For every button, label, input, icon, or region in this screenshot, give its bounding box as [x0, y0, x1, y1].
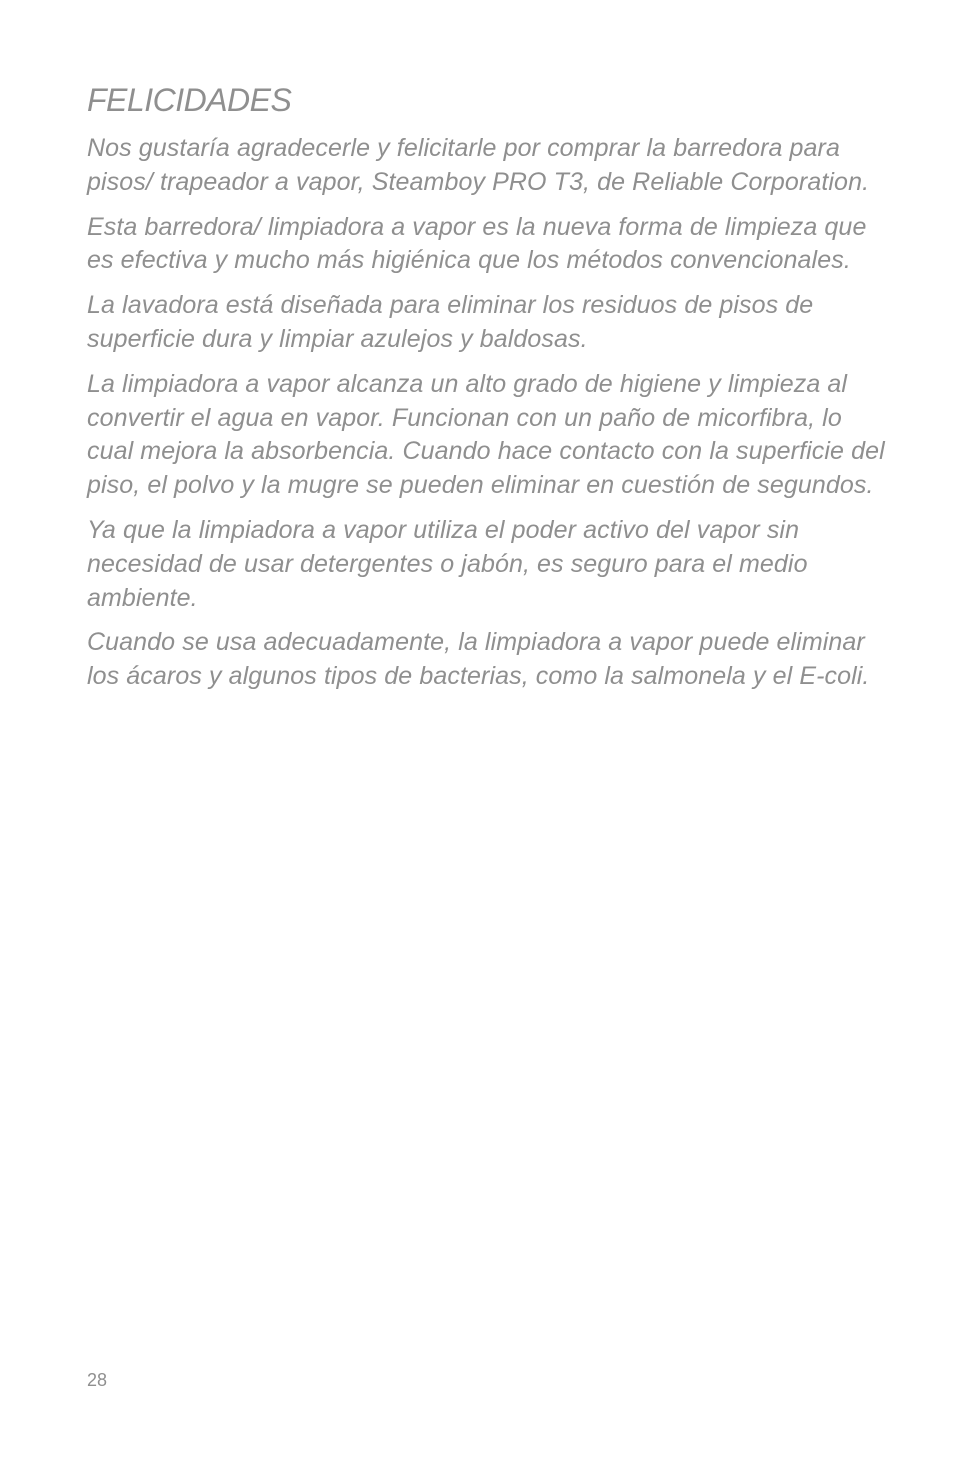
page-title: FELICIDADES	[87, 82, 292, 118]
paragraph-bacteria: Cuando se usa adecuadamente, la limpiadora a vapor puede eliminar los ácaros y algunos tipos de bacterias, como la salmonela y el E-coli.	[87, 628, 870, 691]
paragraph-intro: Nos gustaría agradecerle y felicitarle por comprar la barredora para pisos/ trapeador a vapor, Steamboy PRO T3, de Reliable Corporation.	[87, 134, 870, 196]
paragraph-description: Esta barredora/ limpiadora a vapor es la nueva forma de limpieza que es efectiva y mucho más higiénica que los métodos convencionales.	[87, 212, 867, 275]
paragraph-hygiene: La limpiadora a vapor alcanza un alto grado de higiene y limpieza al convertir el agua en vapor. Funcionan con un paño de micorfibra, lo cual mejora la absorbencia. Cuando hace contacto con la superficie del piso, el polvo y la mugre se pueden eliminar en cuestión de segundos.	[87, 369, 885, 500]
paragraph-environment: Ya que la limpiadora a vapor utiliza el poder activo del vapor sin necesidad de usar detergentes o jabón, es seguro para el medio ambiente.	[87, 515, 808, 612]
page-number: 28	[87, 1370, 108, 1390]
document-body	[87, 78, 887, 705]
paragraph-design: La lavadora está diseñada para eliminar los residuos de pisos de superficie dura y limpiar azulejos y baldosas.	[87, 291, 814, 353]
